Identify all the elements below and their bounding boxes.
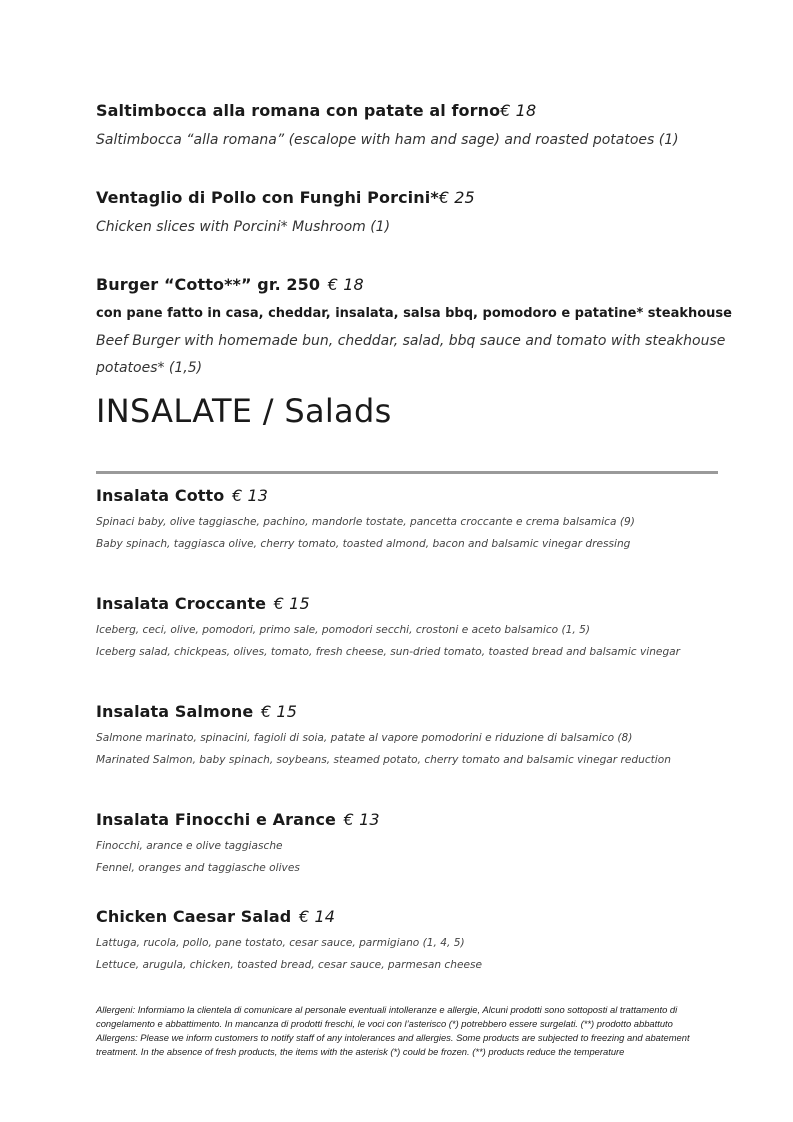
allergen-notice [96, 1003, 720, 1059]
salad-item-description-en: Iceberg salad, chickpeas, olives, tomato, fresh cheese, sun-dried tomato, toasted bread and balsamic vinegar [96, 646, 681, 658]
menu-item-description-en: Saltimbocca “alla romana” (escalope with ham and sage) and roasted potatoes (1) [96, 132, 679, 148]
allergen-notice-line: congelamento e abbattimento. In mancanza di prodotti freschi, le voci con l’asterisco (*) potrebbero essere surgelati. (**) prodotto abbattuto [96, 1018, 673, 1029]
section-title: INSALATE / Salads [96, 392, 392, 430]
menu-item-description-en: Chicken slices with Porcini* Mushroom (1) [96, 219, 391, 235]
menu-item-name: Saltimbocca alla romana con patate al forno [96, 101, 501, 120]
salad-item-description-it: Spinaci baby, olive taggiasche, pachino, mandorle tostate, pancetta croccante e crema balsamica (9) [96, 516, 635, 528]
menu-item-name: Ventaglio di Pollo con Funghi Porcini* [96, 188, 439, 207]
salad-item-name: Insalata Finocchi e Arance [96, 810, 336, 829]
salad-item-price: € 15 [260, 702, 297, 721]
menu-item-title [96, 101, 536, 120]
salad-item-title [96, 907, 335, 926]
menu-item-price: € 18 [500, 101, 537, 120]
salad-item-description-en: Marinated Salmon, baby spinach, soybeans, steamed potato, cherry tomato and balsamic vinegar reduction [96, 754, 671, 766]
salad-item-title [96, 702, 297, 721]
salad-item-name: Insalata Salmone [96, 702, 254, 721]
salad-item-title [96, 594, 310, 613]
menu-item-name: Burger “Cotto**” gr. 250 [96, 275, 321, 294]
salad-item-price: € 13 [232, 486, 269, 505]
salad-item-name: Insalata Croccante [96, 594, 267, 613]
section-divider [96, 471, 718, 474]
menu-item-title [96, 275, 364, 294]
allergen-notice-line: Allergens: Please we inform customers to notify staff of any intolerances and allergies. Some products are subjected to freezing and abatement [96, 1032, 690, 1043]
salad-item-description-it: Lattuga, rucola, pollo, pane tostato, cesar sauce, parmigiano (1, 4, 5) [96, 937, 465, 949]
allergen-notice-line: treatment. In the absence of fresh products, the items with the asterisk (*) could be frozen. (**) products reduce the temperature [96, 1046, 625, 1057]
salad-item-title [96, 810, 380, 829]
menu-item-price: € 25 [438, 188, 475, 207]
salad-item-price: € 13 [343, 810, 380, 829]
salad-item-description-en: Baby spinach, taggiasca olive, cherry tomato, toasted almond, bacon and balsamic vinegar dressing [96, 538, 631, 550]
salad-item-description-it: Iceberg, ceci, olive, pomodori, primo sale, pomodori secchi, crostoni e aceto balsamico (1, 5) [96, 624, 591, 636]
salad-item-description-it: Salmone marinato, spinacini, fagioli di soia, patate al vapore pomodorini e riduzione di balsamico (8) [96, 732, 633, 744]
menu-item-price: € 18 [327, 275, 364, 294]
menu-item-title [96, 188, 475, 207]
salad-item-description-en: Lettuce, arugula, chicken, toasted bread, cesar sauce, parmesan cheese [96, 959, 483, 971]
menu-item-description-en: Beef Burger with homemade bun, cheddar, salad, bbq sauce and tomato with steakhouse [96, 333, 726, 349]
salad-item-name: Insalata Cotto [96, 486, 225, 505]
salad-item-description-en: Fennel, oranges and taggiasche olives [96, 862, 300, 874]
allergen-notice-line: Allergeni: Informiamo la clientela di comunicare al personale eventuali intolleranze e allergie, Alcuni prodotti sono sottoposti al trattamento di [96, 1004, 678, 1015]
menu-item-description-en-continued: potatoes* (1,5) [96, 360, 203, 376]
salad-item-title [96, 486, 268, 505]
salad-item-description-it: Finocchi, arance e olive taggiasche [96, 840, 283, 852]
salad-item-price: € 14 [299, 907, 336, 926]
salad-item-name: Chicken Caesar Salad [96, 907, 292, 926]
menu-item-description-it: con pane fatto in casa, cheddar, insalata, salsa bbq, pomodoro e patatine* steakhouse [96, 306, 732, 321]
salad-item-price: € 15 [273, 594, 310, 613]
